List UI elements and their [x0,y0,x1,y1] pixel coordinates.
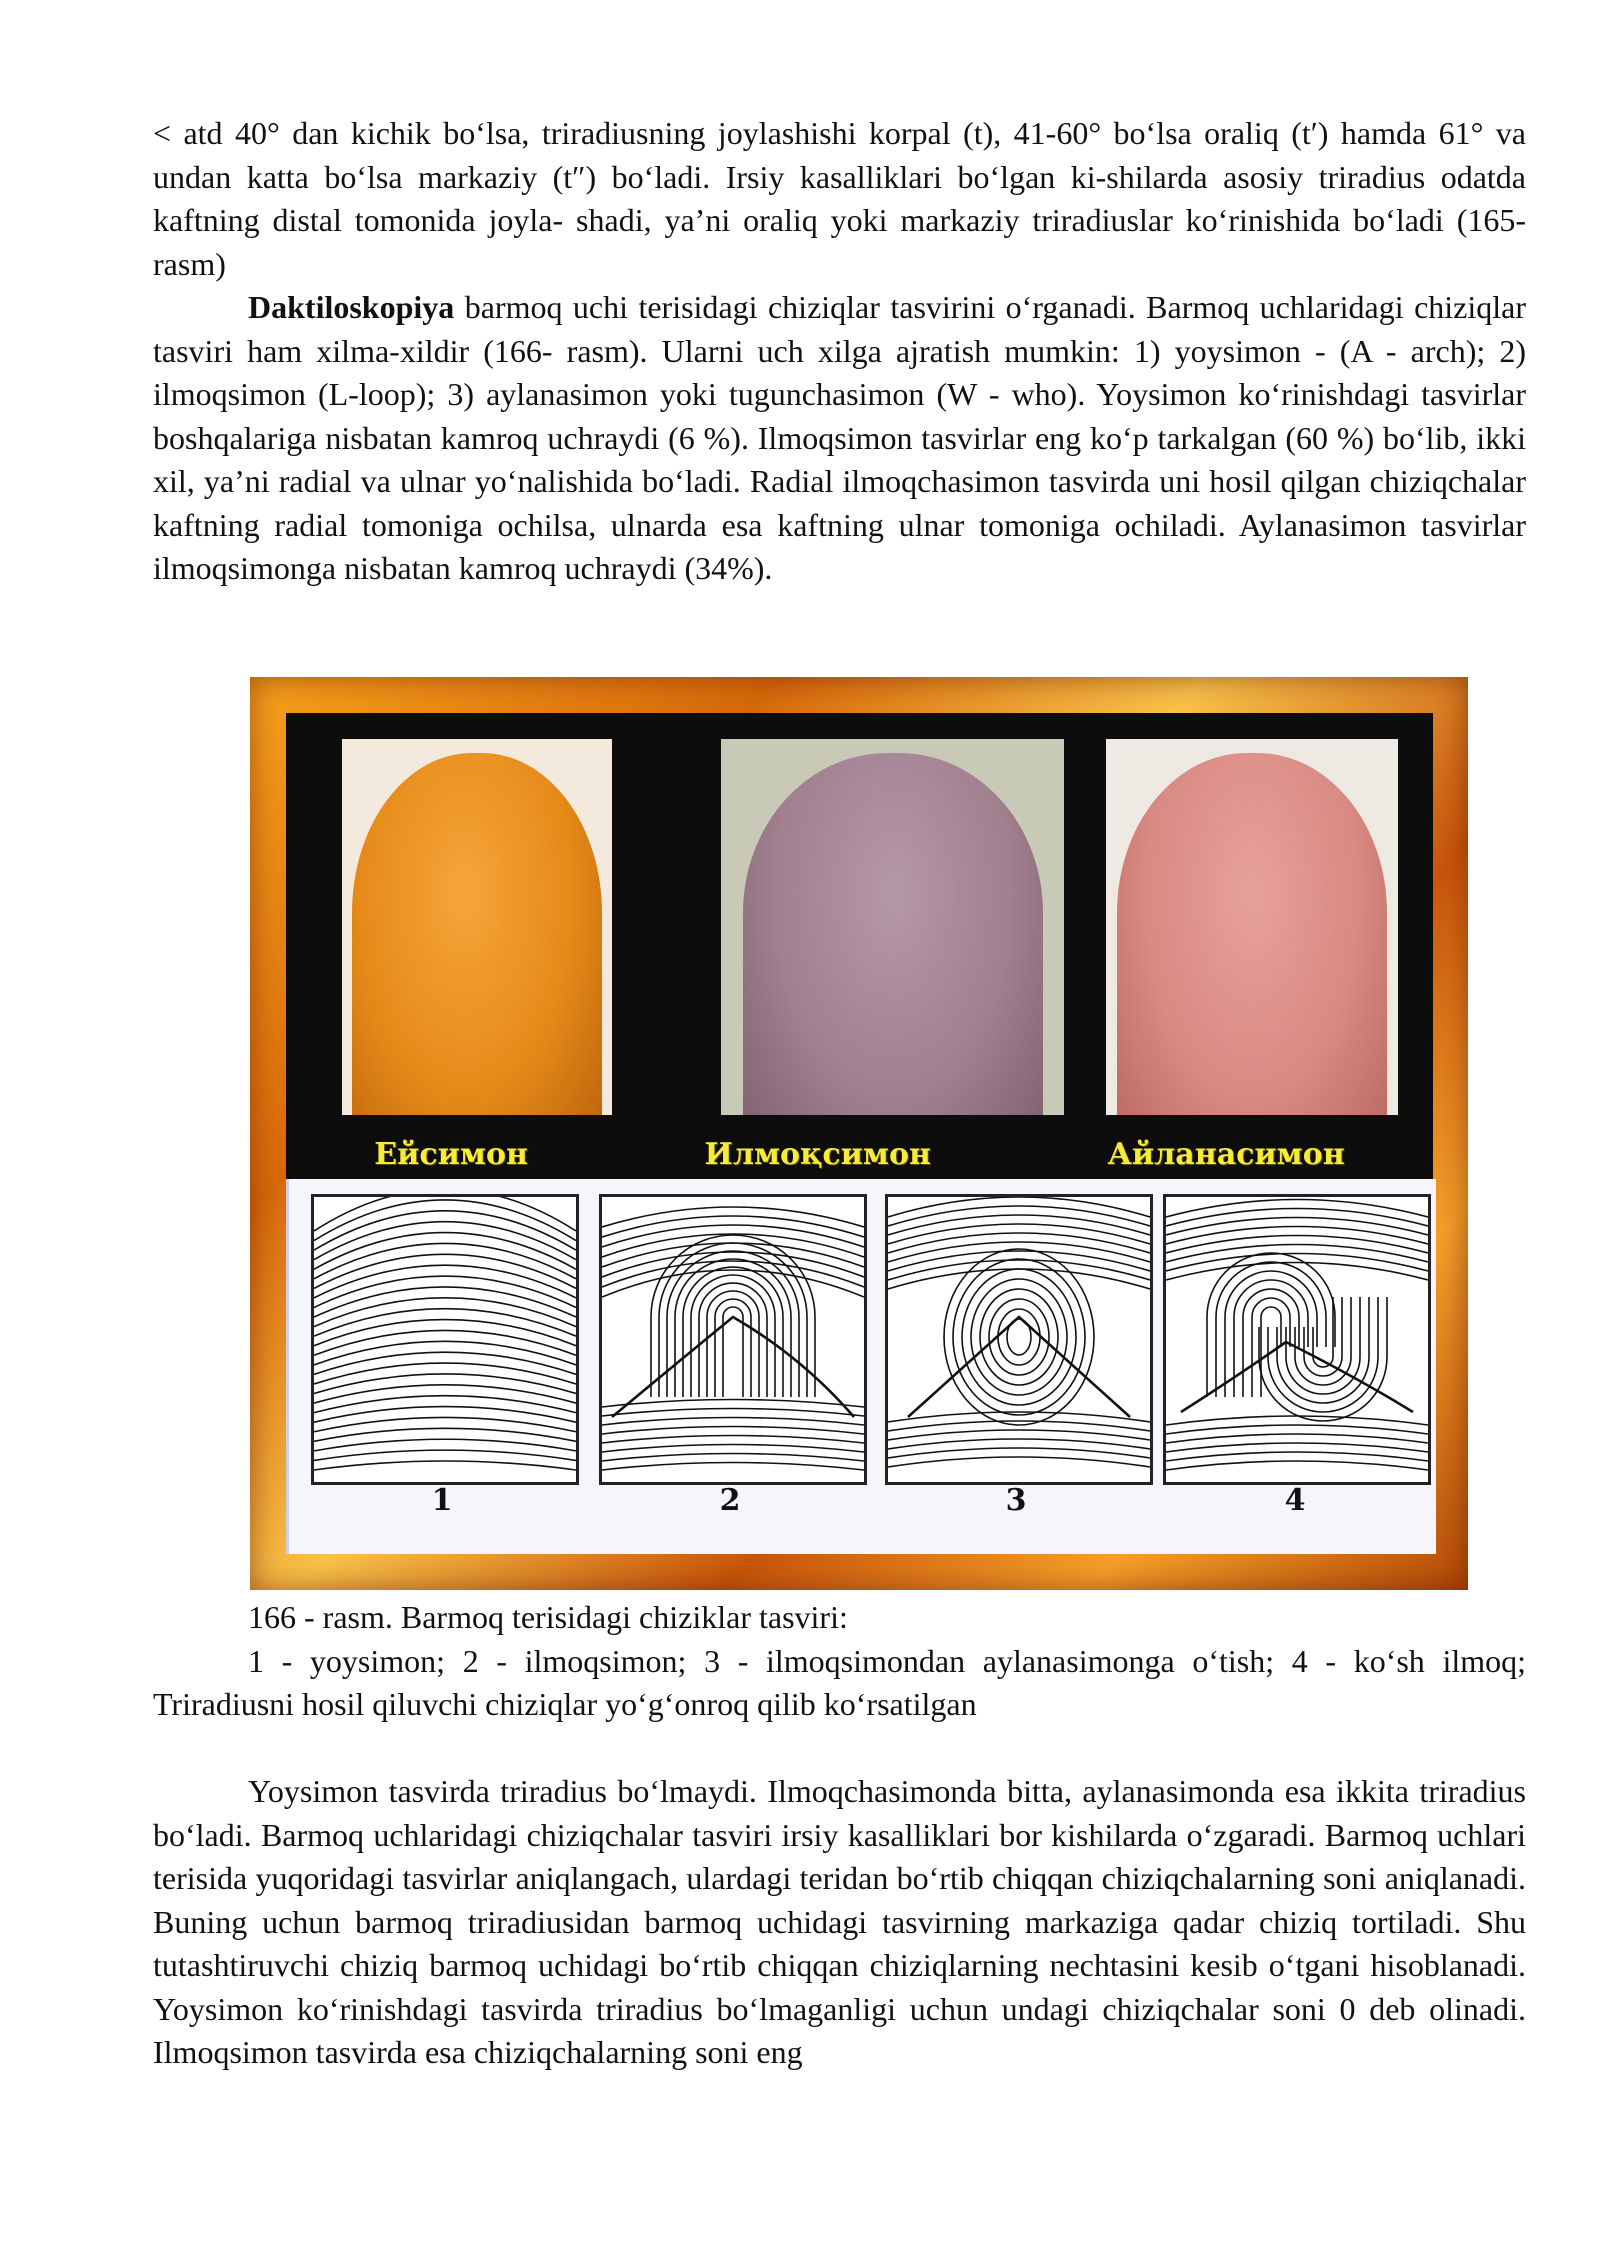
paragraph-triradius: < atd 40° dan kichik bo‘lsa, triradiusning joylashishi korpal (t), 41-60° bo‘lsa oraliq (t′) hamda 61° va undan katta bo‘lsa markaziy (t″) bo‘ladi. Irsiy kasalliklari bo‘lgan ki-shilarda asosiy triradius odatda kaftning distal tomonida joyla- shadi, ya’ni oraliq yoki markaziy triradiuslar ko‘rinishida bo‘ladi (165-rasm) [153,115,1526,282]
photo-label-loop: Илмоқсимон [704,1136,931,1172]
paragraph-daktiloskopiya [153,286,1526,591]
drawing-number-2: 2 [719,1483,741,1518]
paragraph-triradius-count: Yoysimon tasvirda triradius bo‘lmaydi. Ilmoqchasimonda bitta, aylanasimonda esa ikkita triradius bo‘ladi. Barmoq uchlaridagi chiziqchalar tasviri irsiy kasalliklari bor kishilarda o‘zgaradi. Barmoq uchlari terisida yuqoridagi tasvirlar aniqlangach, ulardagi teridan bo‘rtib chiqqan chiziqchalarning soni aniqlanadi. Buning uchun barmoq triradiusidan barmoq uchidagi tasvirning markaziga qadar chiziq tortiladi. Shu tutashtiruvchi chiziq barmoq uchidagi bo‘rtib chiqqan chiziqlarning nechtasini kesib o‘tgani hisoblanadi. Yoysimon ko‘rinishdagi tasvirda triradius bo‘lmaganligi uchun undagi chiziqchalar soni 0 deb olinadi. Ilmoqsimon tasvirda esa chiziqchalarning soni eng [153,1773,1526,2070]
photo-labels [286,1129,1433,1179]
fingerprint-drawings [286,1179,1436,1554]
fingerprint-drawing-loop [599,1194,867,1485]
photo-label-whorl: Айланасимон [1107,1136,1345,1172]
fingerprint-drawing-arch [311,1194,579,1485]
top-text [153,112,1526,591]
drawing-number-4: 4 [1284,1483,1306,1518]
daktiloskopiya-text: barmoq uchi terisidagi chiziqlar tasvirini o‘rganadi. Barmoq uchlaridagi chiziqlar tasviri ham xilma-xildir (166- rasm). Ularni uch xilga ajratish mumkin: 1) yoysimon - (A - arch); 2) ilmoqsimon (L-loop); 3) aylanasimon yoki tugunchasimon (W - who). Yoysimon ko‘rinishdagi tasvirlar boshqalariga nisbatan kamroq uchraydi (6 %). Ilmoqsimon tasvirlar eng ko‘p tarkalgan (60 %) bo‘lib, ikki xil, ya’ni radial va ulnar yo‘nalishida bo‘ladi. Radial ilmoqchasimon tasvirda uni hosil qilgan chiziqchalar kaftning radial tomoniga ochilsa, ulnarda esa kaftning ulnar tomoniga ochiladi. Aylanasimon tasvirlar ilmoqsimonga nisbatan kamroq uchraydi (34%). [153,289,1526,586]
photo-label-arch: Ейсимон [374,1136,528,1172]
figure-166 [250,677,1468,1590]
term-daktiloskopiya: Daktiloskopiya [248,289,455,325]
fingerprint-drawing-double-loop [1163,1194,1431,1485]
figure-caption [153,1596,1526,1727]
finger-photo-whorl [1106,739,1398,1115]
drawing-number-1: 1 [431,1483,453,1518]
caption-title: 166 - rasm. Barmoq terisidagi chiziklar tasviri: [248,1599,848,1635]
finger-photo-arch [342,739,612,1115]
finger-photo-loop [721,739,1064,1115]
finger-photos [286,713,1433,1163]
drawing-number-3: 3 [1005,1483,1027,1518]
caption-legend: 1 - yoysimon; 2 - ilmoqsimon; 3 - ilmoqsimondan aylanasimonga o‘tish; 4 - ko‘sh ilmoq; Triradiusni hosil qiluvchi chiziqlar yo‘g‘onroq qilib ko‘rsatilgan [153,1642,1526,1722]
fingerprint-drawing-transition [885,1194,1153,1485]
bottom-text [153,1770,1526,2075]
